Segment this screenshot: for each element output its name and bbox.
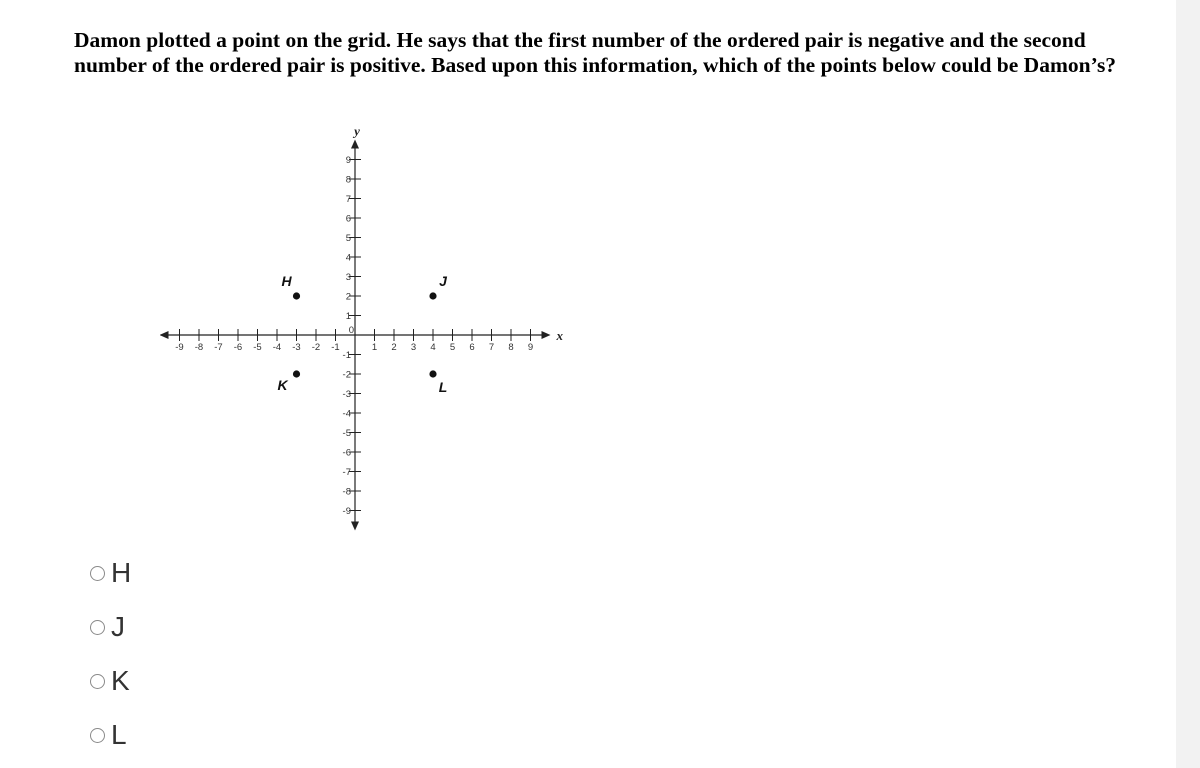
y-tick-label: -8 (342, 486, 351, 498)
y-tick-label: -3 (342, 389, 351, 400)
x-tick-label: -8 (194, 342, 204, 353)
x-tick-label: -7 (214, 342, 223, 353)
x-tick-label: -1 (331, 342, 340, 353)
y-tick-label: -9 (342, 506, 351, 517)
choice-label-k: K (111, 665, 130, 696)
point-label-j: J (439, 273, 447, 289)
choice-h[interactable] (90, 546, 131, 600)
x-tick-label: 1 (371, 342, 378, 353)
radio-button-j[interactable] (90, 620, 105, 635)
y-axis-arrow-top (351, 140, 359, 149)
x-tick-label: 6 (469, 342, 475, 353)
y-tick-label: -1 (342, 350, 351, 361)
x-tick-label: -2 (311, 342, 321, 353)
choice-k[interactable] (90, 654, 131, 708)
origin-label: 0 (348, 325, 354, 336)
x-axis-label: x (556, 328, 563, 343)
answer-choices (90, 546, 131, 762)
y-tick-label: -6 (342, 447, 351, 459)
choice-l[interactable] (90, 708, 131, 762)
choice-label-j: J (111, 611, 125, 642)
y-tick-label: 3 (345, 272, 351, 283)
point-h (293, 292, 300, 299)
y-tick-label: -5 (342, 428, 351, 439)
x-tick-label: -5 (253, 342, 262, 353)
point-label-h: H (281, 273, 292, 289)
x-tick-label: 4 (430, 342, 436, 353)
coordinate-graph (160, 118, 590, 538)
point-label-l: L (438, 379, 448, 395)
point-label-k: K (277, 377, 288, 393)
x-tick-label: -9 (175, 342, 184, 353)
point-j (429, 292, 436, 299)
x-tick-label: -6 (233, 342, 243, 353)
x-tick-label: -4 (272, 342, 282, 353)
y-tick-label: 5 (345, 233, 351, 244)
choice-label-h: H (111, 557, 132, 588)
x-tick-label: 9 (527, 342, 534, 353)
x-axis-arrow-left (160, 331, 169, 339)
radio-button-l[interactable] (90, 728, 105, 743)
x-tick-label: 5 (449, 342, 456, 353)
radio-button-h[interactable] (90, 566, 105, 581)
y-tick-label: 8 (345, 174, 351, 186)
y-tick-label: -7 (342, 467, 351, 478)
radio-button-k[interactable] (90, 674, 105, 689)
x-tick-label: 7 (488, 342, 495, 353)
y-tick-label: 4 (345, 252, 351, 264)
choice-j[interactable] (90, 600, 131, 654)
x-axis-arrow-right (542, 331, 551, 339)
y-tick-label: 6 (345, 213, 351, 225)
x-tick-label: 3 (410, 342, 417, 353)
y-tick-label: 2 (345, 291, 351, 303)
y-tick-label: 9 (345, 155, 351, 166)
x-tick-label: 8 (508, 342, 514, 353)
question-text: Damon plotted a point on the grid. He says that the first number of the ordered pair is negative and the second number of the ordered pair is positive. Based upon this information, which of the points below could be Damon’s? (74, 28, 1117, 77)
y-axis-arrow-bottom (351, 522, 359, 531)
y-axis-label: y (354, 123, 360, 139)
point-l (429, 370, 436, 377)
y-tick-label: -2 (342, 369, 351, 381)
x-tick-label: -3 (292, 342, 301, 353)
y-tick-label: 7 (345, 194, 351, 205)
choice-label-l: L (111, 719, 127, 750)
point-k (293, 370, 300, 377)
y-tick-label: 1 (345, 311, 351, 322)
y-tick-label: -4 (342, 408, 351, 420)
x-tick-label: 2 (391, 342, 397, 353)
